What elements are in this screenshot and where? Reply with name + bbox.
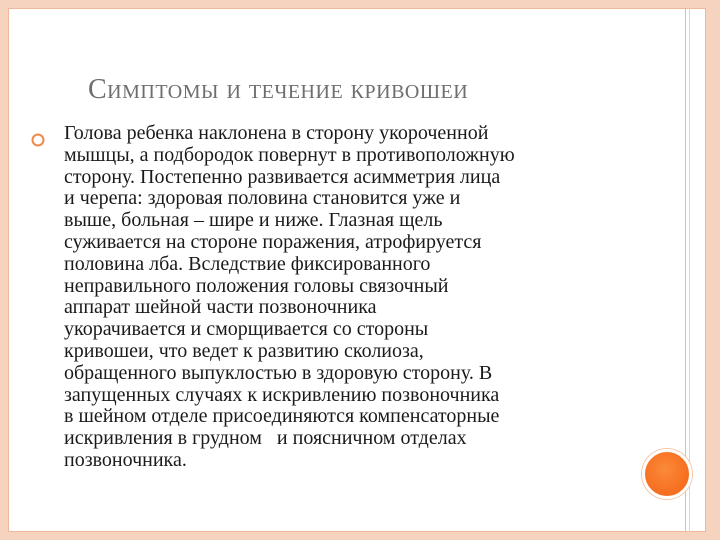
bullet-ring-icon <box>30 132 46 148</box>
body-line: искривления в грудном и поясничном отделах <box>64 427 467 450</box>
frame-divider-line-secondary <box>689 8 690 532</box>
body-line: мышцы, а подбородок повернут в противоположную <box>64 143 515 166</box>
body-line: неправильного положения головы связочный <box>64 274 449 297</box>
body-line: кривошеи, что ведет к развитию сколиоза, <box>64 339 424 362</box>
body-line: суживается на стороне поражения, атрофируется <box>64 230 482 253</box>
body-line: в шейном отделе присоединяются компенсаторные <box>64 405 500 428</box>
body-line: укорачивается и сморщивается со стороны <box>64 318 429 341</box>
body-line: сторону. Постепенно развивается асимметрия лица <box>64 165 501 188</box>
body-line: аппарат шейной части позвоночника <box>64 296 377 319</box>
body-line: выше, больная – шире и ниже. Глазная щель <box>64 209 443 232</box>
body-line: позвоночника. <box>64 448 187 471</box>
body-line: и черепа: здоровая половина становится уже и <box>64 187 461 210</box>
body-line: Голова ребенка наклонена в сторону укороченной <box>64 122 489 144</box>
slide-title: Симптомы и течение кривошеи <box>88 74 469 105</box>
slide-body-text <box>64 123 634 472</box>
decorative-circle-icon <box>642 449 692 499</box>
body-line: обращенного выпуклостью в здоровую сторону. В <box>64 361 493 384</box>
body-line: половина лба. Вследствие фиксированного <box>64 252 431 275</box>
body-line: запущенных случаях к искривлению позвоночника <box>64 383 500 406</box>
frame-divider-line <box>685 8 686 532</box>
